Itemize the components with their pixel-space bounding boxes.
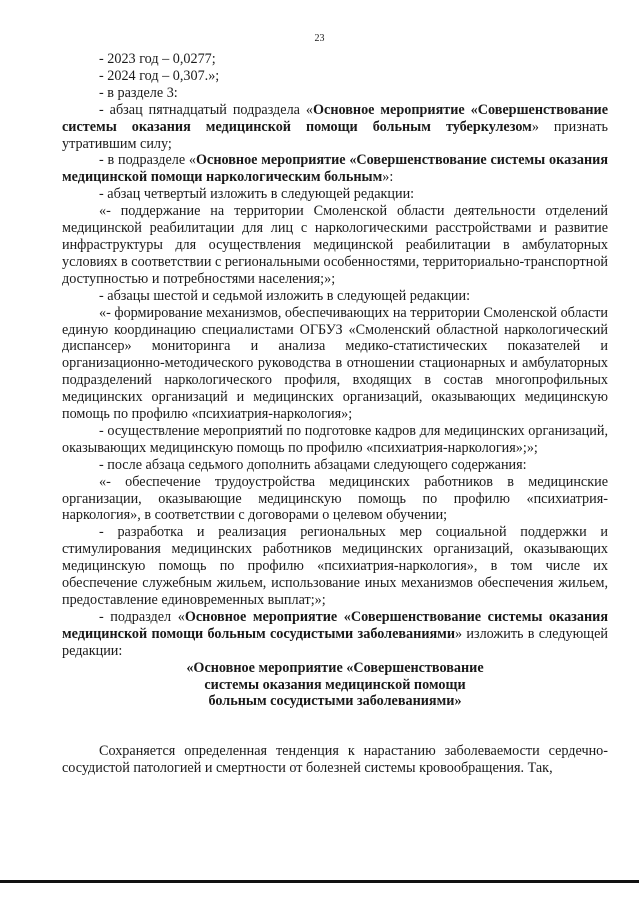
body-paragraph	[62, 102, 608, 153]
blank-line	[62, 710, 608, 743]
text-run: - абзац четвертый изложить в следующей редакции:	[99, 186, 415, 203]
body-paragraph	[62, 305, 608, 423]
body-paragraph: Сохраняется определенная тенденция к нарастанию заболеваемости сердечно-сосудистой патологией и смертности от болезней системы кровообращения. Так,	[62, 743, 608, 777]
bottom-rule	[0, 880, 639, 883]
body-paragraph	[62, 51, 608, 68]
body-paragraph	[62, 609, 608, 660]
bold-text: Основное мероприятие «Совершенствование системы оказания медицинской помощи больным туберкулезом	[62, 101, 608, 135]
body-paragraph	[62, 152, 608, 186]
text-run: - осуществление мероприятий по подготовке кадров для медицинских организаций, оказывающих медицинскую помощь по профилю «психиатрия-наркология»;»;	[62, 422, 608, 456]
text-run: «- формирование механизмов, обеспечивающих на территории Смоленской области единую координацию специалистами ОГБУЗ «Смоленский областной наркологический диспансер» мониторинга и анализа медико-статистических показателей и организационно-методического руководства в отношении стационарных и амбулаторных подразделений наркологического профиля, входящих в состав многопрофильных медицинских организаций и медицинских организаций, оказывающих медицинскую помощь по профилю «психиатрия-наркология»;	[62, 304, 608, 423]
document-body	[62, 51, 608, 777]
text-run: - в подразделе «	[99, 152, 196, 169]
text-run: » изложить в следующей редакции:	[62, 625, 608, 659]
bold-text: Основное мероприятие «Совершенствование системы оказания медицинской помощи больным сосудистыми заболеваниями	[62, 608, 608, 642]
text-run: «- поддержание на территории Смоленской области деятельности отделений медицинской реабилитации для лиц с наркологическими расстройствами и развитие инфраструктуры для осуществления медицинской реабилитации в амбулаторных условиях в соответствии с региональными особенностями, территориально-транспортной доступностью и потребностями населения;»;	[62, 203, 609, 287]
body-paragraph	[62, 524, 608, 609]
text-run: «- обеспечение трудоустройства медицинских работников в медицинские организации, оказывающие медицинскую помощь по профилю «психиатрия-наркология», в соответствии с договорами о целевом обучении;	[62, 473, 608, 524]
text-run: - 2023 год – 0,0277;	[99, 51, 216, 67]
body-paragraph	[62, 186, 608, 203]
section-title-line: больным сосудистыми заболеваниями»	[208, 693, 462, 710]
text-run: - после абзаца седьмого дополнить абзацами следующего содержания:	[99, 456, 527, 473]
text-run: » признать утратившим силу;	[62, 118, 609, 152]
text-run: - в разделе 3:	[99, 84, 178, 101]
text-run: »:	[382, 169, 394, 186]
body-paragraph	[62, 85, 608, 102]
section-title	[62, 660, 608, 711]
page-number: 23	[314, 33, 325, 44]
body-paragraph	[62, 68, 608, 85]
section-title-line: «Основное мероприятие «Совершенствование	[186, 659, 484, 676]
body-paragraph	[62, 423, 608, 457]
bold-text: Основное мероприятие «Совершенствование системы оказания медицинской помощи наркологическим больным	[62, 152, 608, 186]
body-paragraph	[62, 203, 608, 288]
text-run: - разработка и реализация региональных мер социальной поддержки и стимулирования медицинских работников медицинских организаций, оказывающих медицинскую помощь по профилю «психиатрия-наркология», в том числе их обеспечение служебным жильем, использование иных механизмов обеспечения жильем, предоставление единовременных выплат;»;	[62, 524, 608, 608]
body-paragraph	[62, 474, 608, 525]
body-paragraph	[62, 457, 608, 474]
paragraph-list	[62, 51, 608, 660]
text-run: - абзацы шестой и седьмой изложить в следующей редакции:	[99, 287, 471, 304]
body-paragraph	[62, 288, 608, 305]
text-run: - абзац пятнадцатый подраздела «	[99, 101, 313, 118]
section-title-line: системы оказания медицинской помощи	[204, 676, 466, 693]
text-run: - 2024 год – 0,307.»;	[99, 67, 220, 84]
text-run: - подраздел «	[99, 608, 185, 625]
